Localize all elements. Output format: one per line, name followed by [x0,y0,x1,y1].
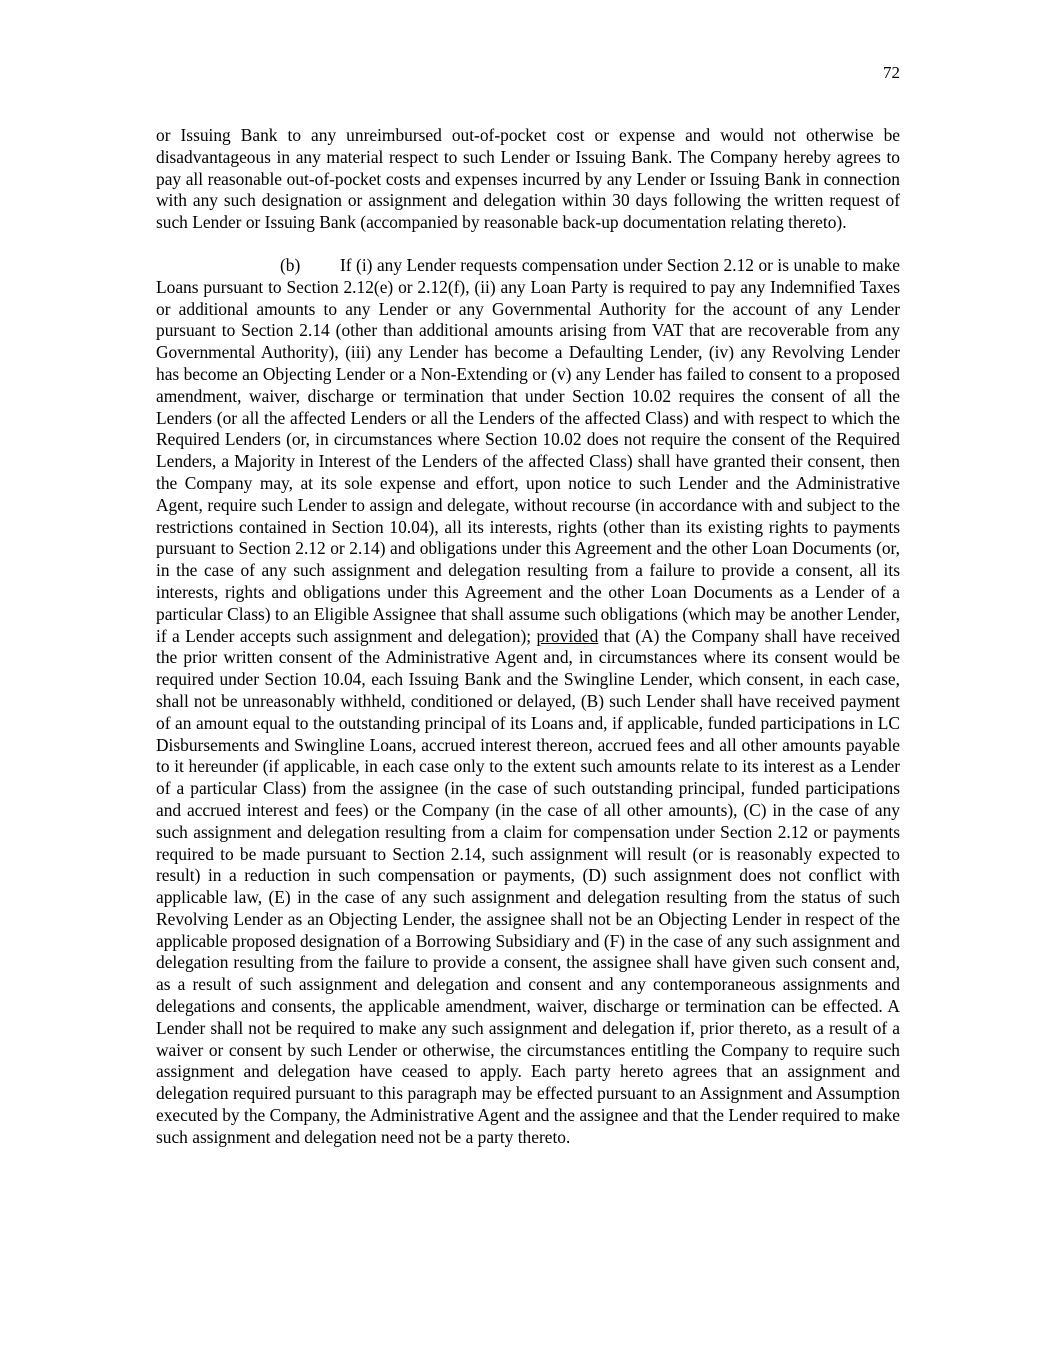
paragraph-b [156,255,900,1149]
provided-term: provided [536,625,599,646]
clause-label-b: (b) [280,254,301,275]
page-number: 72 [883,63,900,82]
paragraph-b-text-after: that (A) the Company shall have received the prior written consent of the Administrative Agent and, in circumstances where its consent would be required under Section 10.04, each Issuing Bank and the Swingline Lender, which consent, in each case, shall not be unreasonably withheld, conditioned or delayed, (B) such Lender shall have received payment of an amount equal to the outstanding principal of its Loans and, if applicable, funded participations in LC Disbursements and Swingline Loans, accrued interest thereon, accrued fees and all other amounts payable to it hereunder (if applicable, in each case only to the extent such amounts relate to its interest as a Lender of a particular Class) from the assignee (in the case of such outstanding principal, funded participations and accrued interest and fees) or the Company (in the case of all other amounts), (C) in the case of any such assignment and delegation resulting from a claim for compensation under Section 2.12 or payments required to be made pursuant to Section 2.14, such assignment will result (or is reasonably expected to result) in a reduction in such compensation or payments, (D) such assignment does not conflict with applicable law, (E) in the case of any such assignment and delegation resulting from the status of such Revolving Lender as an Objecting Lender, the assignee shall not be an Objecting Lender in respect of the applicable proposed designation of a Borrowing Subsidiary and (F) in the case of any such assignment and delegation resulting from the failure to provide a consent, the assignee shall have given such consent and, as a result of such assignment and delegation and consent and any contemporaneous assignments and delegations and consents, the applicable amendment, waiver, discharge or termination can be effected. A Lender shall not be required to make any such assignment and delegation if, prior thereto, as a result of a waiver or consent by such Lender or otherwise, the circumstances entitling the Company to require such assignment and delegation have ceased to apply. Each party hereto agrees that an assignment and delegation required pursuant to this paragraph may be effected pursuant to an Assignment and Assumption executed by the Company, the Administrative Agent and the assignee and that the Lender required to make such assignment and delegation need not be a party thereto. [156,625,900,1147]
paragraph-continued: or Issuing Bank to any unreimbursed out-of-pocket cost or expense and would not otherwise be disadvantageous in any material respect to such Lender or Issuing Bank. The Company hereby agrees to pay all reasonable out-of-pocket costs and expenses incurred by any Lender or Issuing Bank in connection with any such designation or assignment and delegation within 30 days following the written request of such Lender or Issuing Bank (accompanied by reasonable back-up documentation relating thereto). [156,125,900,233]
document-body [156,125,900,1149]
paragraph-b-text-before: If (i) any Lender requests compensation under Section 2.12 or is unable to make Loans pursuant to Section 2.12(e) or 2.12(f), (ii) any Loan Party is required to pay any Indemnified Taxes or additional amounts to any Lender or any Governmental Authority for the account of any Lender pursuant to Section 2.14 (other than additional amounts arising from VAT that are recoverable from any Governmental Authority), (iii) any Lender has become a Defaulting Lender, (iv) any Revolving Lender has become an Objecting Lender or a Non-Extending or (v) any Lender has failed to consent to a proposed amendment, waiver, discharge or termination that under Section 10.02 requires the consent of all the Lenders (or all the affected Lenders or all the Lenders of the affected Class) and with respect to which the Required Lenders (or, in circumstances where Section 10.02 does not require the consent of the Required Lenders, a Majority in Interest of the Lenders of the affected Class) shall have granted their consent, then the Company may, at its sole expense and effort, upon notice to such Lender and the Administrative Agent, require such Lender to assign and delegate, without recourse (in accordance with and subject to the restrictions contained in Section 10.04), all its interests, rights (other than its existing rights to payments pursuant to Section 2.12 or 2.14) and obligations under this Agreement and the other Loan Documents (or, in the case of any such assignment and delegation resulting from a failure to provide a consent, all its interests, rights and obligations under this Agreement and the other Loan Documents as a Lender of a particular Class) to an Eligible Assignee that shall assume such obligations (which may be another Lender, if a Lender accepts such assignment and delegation); [156,254,900,646]
